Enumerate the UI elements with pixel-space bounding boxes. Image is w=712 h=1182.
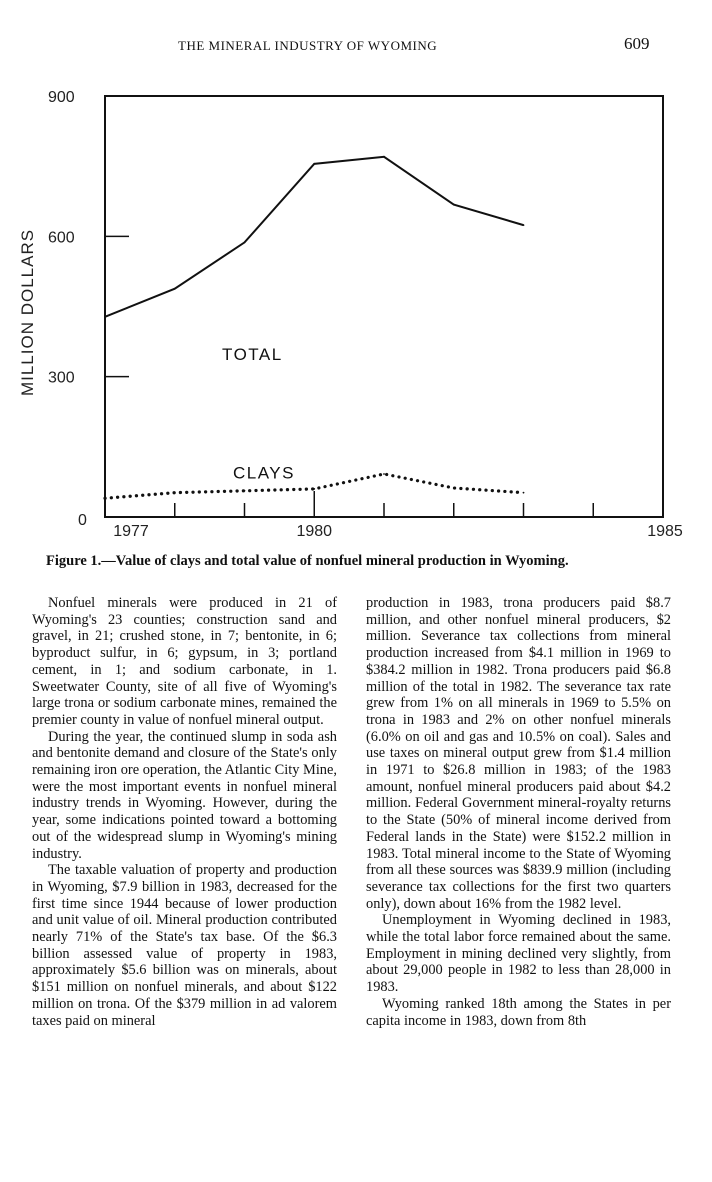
data-point <box>523 224 525 226</box>
data-point <box>104 316 106 318</box>
y-tick-label: 600 <box>48 229 75 247</box>
data-point <box>383 156 385 158</box>
running-title: THE MINERAL INDUSTRY OF WYOMING <box>178 38 438 53</box>
paragraph: During the year, the continued slump in soda ash and bentonite demand and closure of the State's only remaining iron ore operation, the Atlantic City Mine, were the most important events in nonfuel mineral industry trends in Wyoming. However, during the year, some indications pointed toward a bottoming out of the widespread slump in Wyoming's mining industry. <box>32 728 337 862</box>
y-tick-label: 0 <box>78 512 87 529</box>
x-tick-label: 1980 <box>296 523 333 540</box>
paragraph: Unemployment in Wyoming declined in 1983, while the total labor force remained about the same. Employment in mining declined very slightly, from about 29,000 people in 1982 to less than 28,000 in 1983. <box>366 912 671 996</box>
paragraph: Nonfuel minerals were produced in 21 of Wyoming's 23 counties; construction sand and gravel, in 21; crushed stone, in 7; bentonite, in 6; byproduct sulfur, in 6; gypsum, in 3; portland cement, in 1; and sodium carbonate, in 1. Sweetwater County, site of all five of Wyoming's large trona or sodium carbonate mines, remained the premier county in value of nonfuel mineral output. <box>32 595 337 728</box>
y-axis-title: MILLION DOLLARS <box>18 228 37 397</box>
data-point <box>383 473 385 475</box>
data-point <box>244 242 246 244</box>
figure-caption: Figure 1.—Value of clays and total value of nonfuel mineral production in Wyoming. <box>46 553 569 569</box>
data-point <box>174 288 176 290</box>
paragraph: The taxable valuation of property and production in Wyoming, $7.9 billion in 1983, decreased for the first time since 1944 because of lower production and unit value of oil. Mineral production contributed nearly 71% of the State's tax base. Of the $6.3 billion assessed value of property in 1983, approximately $5.6 billion was on minerals, about $151 million on nonfuel minerals, and about $122 million on trona. Of the $379 million in ad valorem taxes paid on mineral <box>32 862 337 1029</box>
data-point <box>313 163 315 165</box>
series-line-total <box>105 157 524 317</box>
data-point <box>453 487 455 489</box>
y-tick-label: 900 <box>48 89 75 106</box>
data-point <box>174 492 176 494</box>
series-label-clays: CLAYS <box>233 463 295 483</box>
data-point <box>104 497 106 499</box>
paragraph: production in 1983, trona producers paid $8.7 million, and other nonfuel mineral producers, $2 million. Severance tax collections from mineral production increased from $4.1 million in 1969 to $384.2 million in 1982. Trona producers paid $6.8 million of the total in 1982. The severance tax rate grew from 1% on all minerals in 1969 to 5.5% on trona in 1983 and 2% on other nonfuel minerals (6.0% on oil and gas and 10.5% on coal). Sales and use taxes on mineral output grew from $1.4 million in 1971 to $26.8 million in 1983; of the 1983 amount, nonfuel mineral producers paid about $4.2 million. Federal Government mineral-royalty returns to the State (50% of mineral income derived from Federal lands in the State) were $152.2 million in 1983. Total mineral income to the State of Wyoming from all these sources was $839.9 million (including severance tax collections for the first two quarters only), down about 16% from the 1982 level. <box>366 595 671 912</box>
y-tick-label: 300 <box>48 369 75 387</box>
figure-chart <box>0 70 712 540</box>
data-point <box>313 488 315 490</box>
series-label-total: TOTAL <box>222 344 283 364</box>
page-number: 609 <box>624 34 650 53</box>
x-tick-label: 1985 <box>647 523 683 540</box>
x-tick-label: 1977 <box>113 523 149 540</box>
paragraph: Wyoming ranked 18th among the States in per capita income in 1983, down from 8th <box>366 995 671 1029</box>
plot-frame <box>105 96 663 517</box>
data-point <box>523 492 525 494</box>
running-head <box>0 34 712 58</box>
data-point <box>244 490 246 492</box>
body-column-left <box>32 595 337 1029</box>
data-point <box>453 204 455 206</box>
body-column-right <box>366 595 671 1029</box>
